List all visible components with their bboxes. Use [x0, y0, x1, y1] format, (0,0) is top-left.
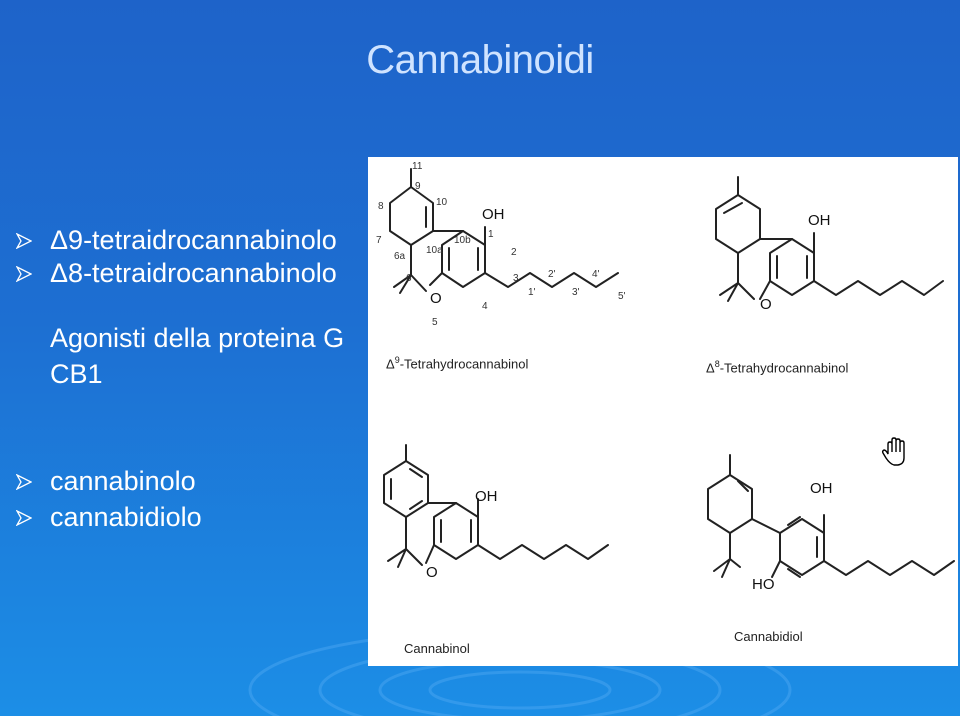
- bullet-text: cannabidiolo: [50, 502, 202, 532]
- bullet-text: 8-tetraidrocannabinolo: [68, 258, 337, 288]
- atom-number: 10: [436, 197, 448, 208]
- atom-number: 1: [488, 229, 494, 240]
- thc8-caption: $\Delta^8$-Tetrahydrocannabinol: [706, 359, 849, 376]
- structure-cannabidiol: [708, 455, 954, 577]
- cannabinol-caption: Cannabinol: [404, 641, 470, 656]
- delta-symbol: Δ: [50, 258, 69, 288]
- arrow-bullet-icon: [16, 510, 32, 526]
- structure-thc9: [390, 169, 618, 293]
- structure-thc8: [716, 177, 943, 301]
- cannabidiol-caption: Cannabidiol: [734, 629, 803, 644]
- hand-cursor-icon: [880, 434, 916, 470]
- atom-number: 2': [548, 269, 556, 280]
- cbn-oh-label: OH: [475, 488, 498, 505]
- atom-number: 1': [528, 287, 536, 298]
- thc8-oh-label: OH: [808, 212, 831, 229]
- atom-number: 6: [406, 273, 412, 284]
- atom-number: 4: [482, 301, 488, 312]
- atom-number: 5: [432, 317, 438, 328]
- delta-symbol: Δ: [50, 225, 69, 255]
- bullet-text: cannabinolo: [50, 466, 196, 496]
- cbd-ho-label: HO: [752, 576, 775, 593]
- arrow-bullet-icon: [16, 266, 32, 282]
- atom-number: 6a: [394, 251, 406, 262]
- atom-number: 5': [618, 291, 626, 302]
- atom-number: 3': [572, 287, 580, 298]
- atom-number: 7: [376, 235, 382, 246]
- atom-number: 9: [415, 181, 421, 192]
- arrow-bullet-icon: [16, 233, 32, 249]
- cbd-oh-label: OH: [810, 480, 833, 497]
- thc9-o-label: O: [430, 290, 442, 307]
- description-line-2: CB1: [50, 359, 103, 389]
- atom-number: 10a: [426, 245, 443, 256]
- thc8-o-label: O: [760, 296, 772, 313]
- structure-cannabinol: [384, 445, 608, 567]
- slide-title: Cannabinoidi: [366, 38, 594, 82]
- atom-number: 11: [412, 161, 423, 172]
- description-line-1: Agonisti della proteina G: [50, 323, 345, 353]
- cbn-o-label: O: [426, 564, 438, 581]
- thc9-caption: $\Delta^9$-Tetrahydrocannabinol: [386, 355, 529, 372]
- atom-number: 3: [513, 273, 519, 284]
- bullet-text: 9-tetraidrocannabinolo: [68, 225, 337, 255]
- atom-number: 8: [378, 201, 384, 212]
- atom-number: 4': [592, 269, 600, 280]
- atom-number: 10b: [454, 235, 471, 246]
- arrow-bullet-icon: [16, 474, 32, 490]
- structures-figure: [368, 157, 958, 666]
- chemical-structures-svg: [368, 157, 958, 666]
- thc9-oh-label: OH: [482, 206, 505, 223]
- atom-number: 2: [511, 247, 517, 258]
